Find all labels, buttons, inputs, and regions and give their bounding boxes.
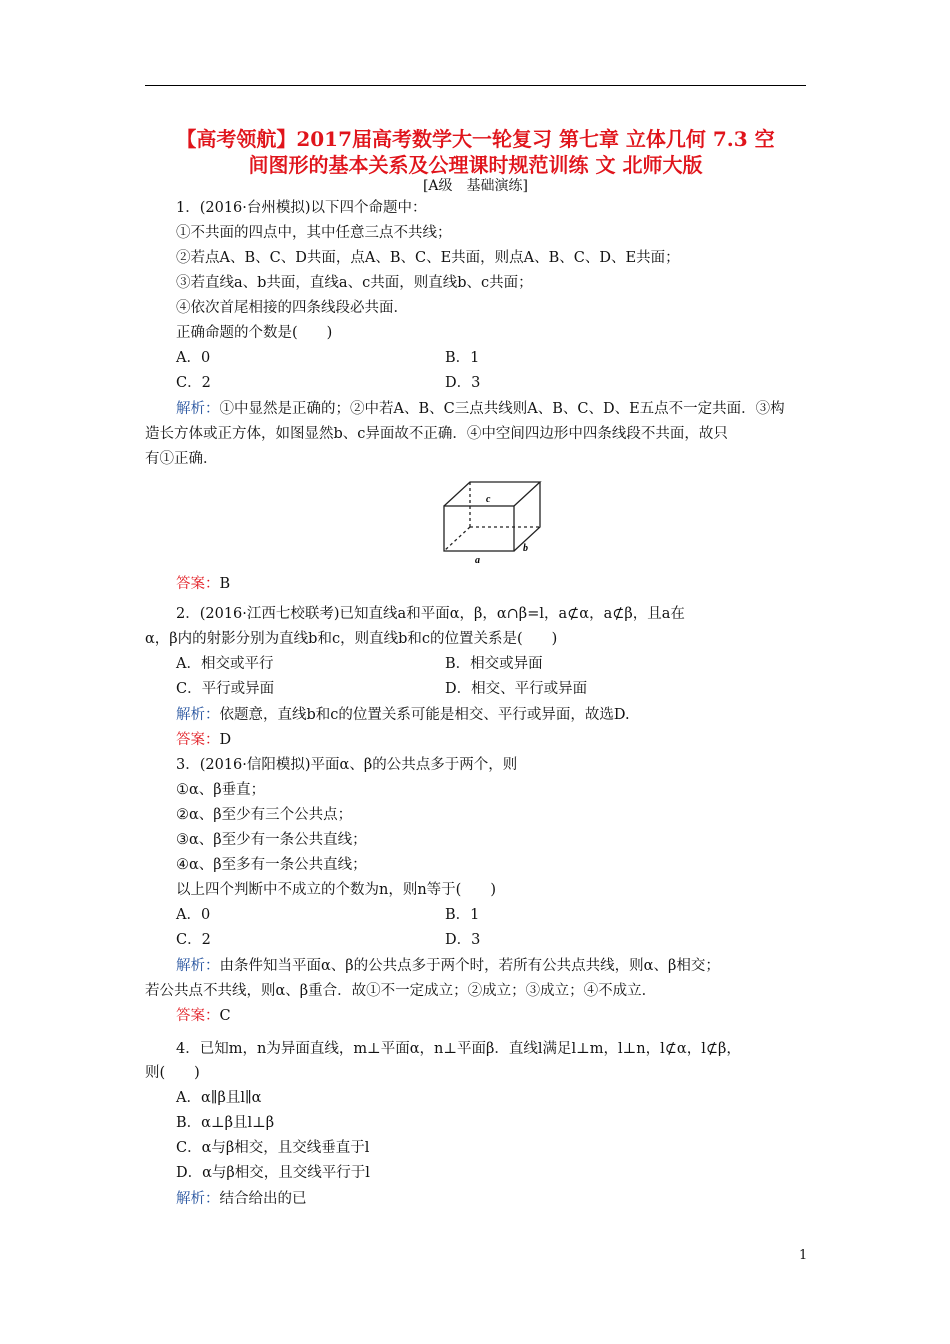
q1-option-d: D．3: [445, 375, 481, 391]
q3-explanation-label: 解析：: [176, 958, 220, 974]
page-number: 1: [799, 1248, 808, 1263]
q4-option-a: A．α∥β且l∥α: [176, 1090, 262, 1106]
doc-title-line2: 间图形的基本关系及公理课时规范训练 文 北师大版: [248, 153, 703, 177]
fig-label-b: b: [523, 543, 528, 554]
doc-title-line1: 【高考领航】2017届高考数学大一轮复习 第七章 立体几何 7.3 空: [176, 127, 775, 151]
fig-label-a: a: [475, 555, 480, 565]
q3-option-c: C．2: [176, 932, 211, 948]
q1-option-a: A．0: [176, 350, 211, 366]
q4-explanation-label: 解析：: [176, 1191, 220, 1207]
q3-statement-4: ④α、β至多有一条公共直线；: [176, 857, 367, 873]
q3-statement-2: ②α、β至少有三个公共点；: [176, 807, 353, 823]
q1-stem: 1．(2016·台州模拟)以下四个命题中：: [176, 200, 427, 216]
q3-question: 以上四个判断中不成立的个数为n，则n等于( ): [176, 882, 496, 898]
q4-option-c: C．α与β相交，且交线垂直于l: [176, 1140, 370, 1156]
doc-subtitle: [A级 基础演练]: [422, 178, 529, 194]
header-rule: [145, 85, 806, 86]
cuboid-figure: [438, 477, 550, 565]
q3-option-a: A．0: [176, 907, 211, 923]
q3-explanation-line1: 解析：由条件知当平面α、β的公共点多于两个时，若所有公共点共线，则α、β相交；: [176, 958, 720, 974]
fig-label-c: c: [486, 494, 491, 505]
q2-option-d: D．相交、平行或异面: [445, 681, 588, 697]
q2-answer: 答案：D: [176, 732, 232, 748]
q1-answer: 答案：B: [176, 576, 231, 592]
q3-statement-3: ③α、β至少有一条公共直线；: [176, 832, 367, 848]
q3-option-b: B．1: [445, 907, 480, 923]
q2-answer-label: 答案：: [176, 732, 220, 748]
q1-explanation-line2: 造长方体或正方体，如图显然b、c异面故不正确．④中空间四边形中四条线段不共面，故只: [145, 426, 728, 442]
q3-statement-1: ①α、β垂直；: [176, 782, 266, 798]
q1-explanation-label: 解析：: [176, 401, 220, 417]
q3-answer-label: 答案：: [176, 1008, 220, 1024]
q4-option-b: B．α⊥β且l⊥β: [176, 1115, 275, 1131]
q1-statement-3: ③若直线a、b共面，直线a、c共面，则直线b、c共面；: [176, 275, 533, 291]
q3-option-d: D．3: [445, 932, 481, 948]
q2-explanation-label: 解析：: [176, 707, 220, 723]
q1-option-b: B．1: [445, 350, 480, 366]
q1-answer-label: 答案：: [176, 576, 220, 592]
q2-option-c: C．平行或异面: [176, 681, 275, 697]
q2-stem-line2: α，β内的射影分别为直线b和c，则直线b和c的位置关系是( ): [145, 631, 558, 647]
q1-statement-1: ①不共面的四点中，其中任意三点不共线；: [176, 225, 452, 241]
q4-stem-line1: 4．已知m，n为异面直线，m⊥平面α，n⊥平面β．直线l满足l⊥m，l⊥n，l⊄α，l⊄β，: [176, 1041, 741, 1057]
q4-option-d: D．α与β相交，且交线平行于l: [176, 1165, 370, 1181]
cuboid-front-face: [444, 506, 514, 551]
q2-stem-line1: 2．(2016·江西七校联考)已知直线a和平面α，β，α∩β=l，a⊄α，a⊄β，且a在: [176, 606, 685, 622]
q1-explanation-line3: 有①正确．: [145, 451, 218, 467]
cuboid-top-face: [444, 482, 540, 506]
q4-stem-line2: 则( ): [145, 1065, 200, 1081]
q3-stem: 3．(2016·信阳模拟)平面α、β的公共点多于两个，则: [176, 757, 518, 773]
cuboid-right-edges: [514, 482, 540, 551]
q3-answer: 答案：C: [176, 1008, 231, 1024]
q4-explanation: 解析：结合给出的已: [176, 1191, 307, 1207]
q1-question: 正确命题的个数是( ): [176, 325, 333, 341]
q1-explanation-line1: 解析：①中显然是正确的；②中若A、B、C三点共线则A、B、C、D、E五点不一定共面．③构: [176, 401, 785, 417]
q2-option-b: B．相交或异面: [445, 656, 543, 672]
q1-statement-2: ②若点A、B、C、D共面，点A、B、C、E共面，则点A、B、C、D、E共面；: [176, 250, 680, 266]
q2-explanation: 解析：依题意，直线b和c的位置关系可能是相交、平行或异面，故选D.: [176, 707, 630, 723]
q1-statement-4: ④依次首尾相接的四条线段必共面．: [176, 300, 408, 316]
q1-option-c: C．2: [176, 375, 211, 391]
q2-option-a: A．相交或平行: [176, 656, 274, 672]
q3-explanation-line2: 若公共点不共线，则α、β重合．故①不一定成立；②成立；③成立；④不成立．: [145, 983, 657, 999]
